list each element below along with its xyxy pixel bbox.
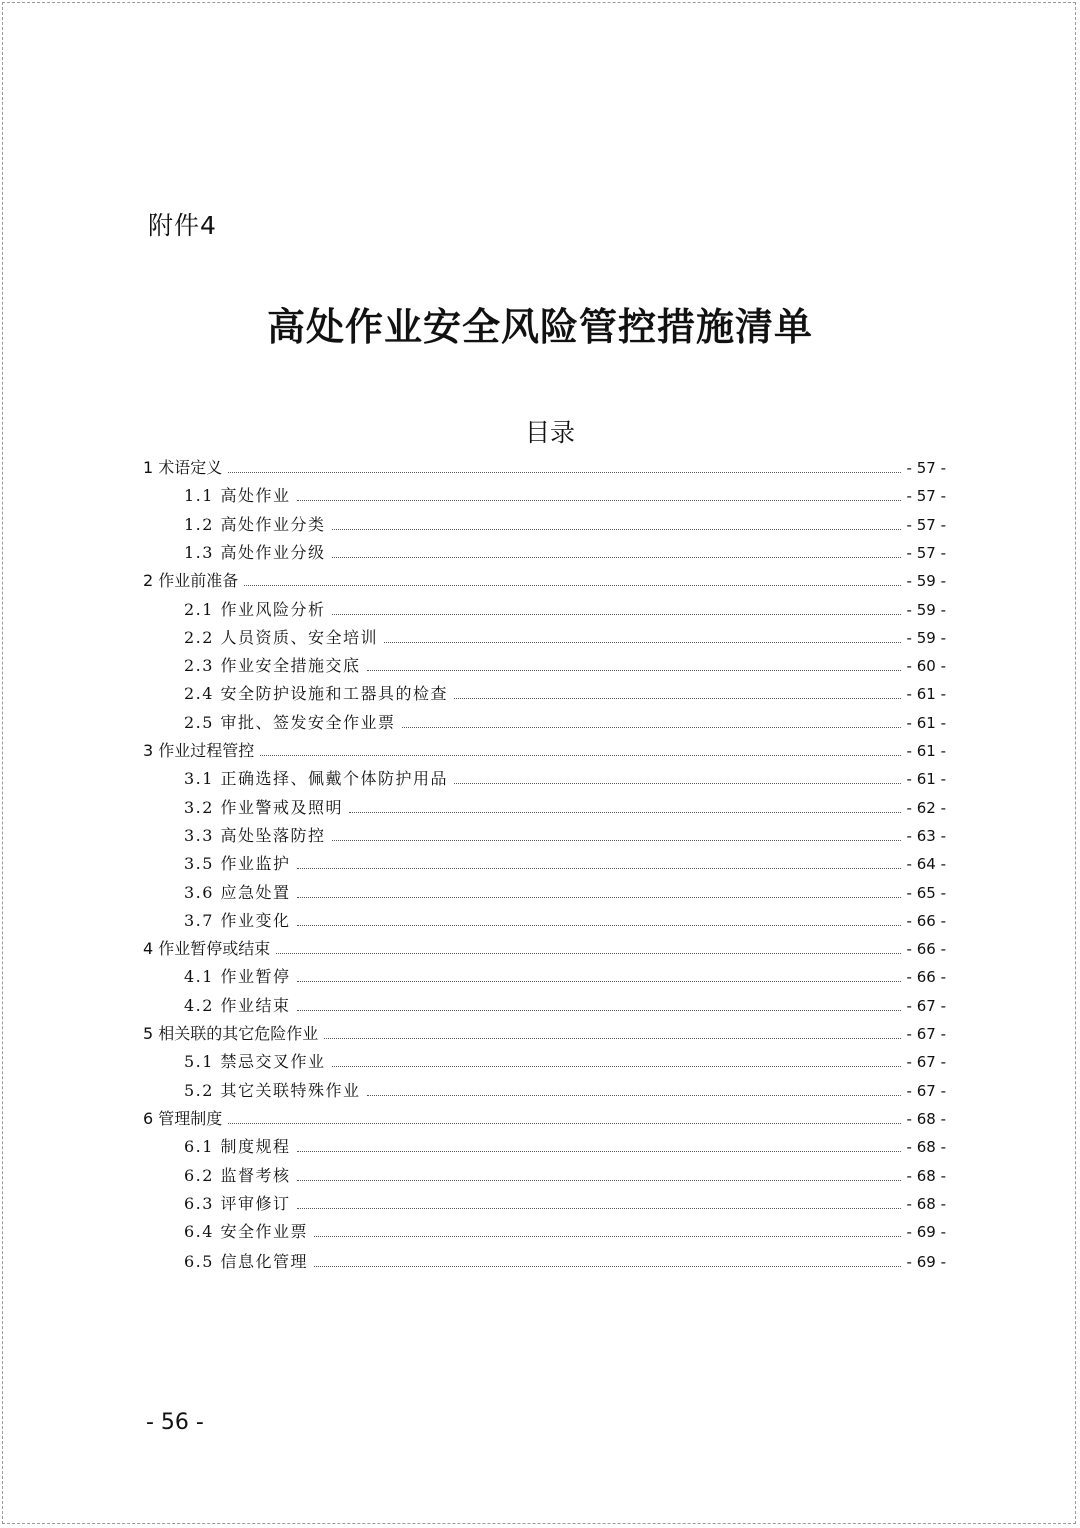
toc-entry[interactable] [0, 851, 946, 874]
toc-entry-title: 5.1 禁忌交叉作业 [184, 1052, 326, 1072]
toc-entry-page: - 65 - [906, 883, 946, 902]
toc-entry[interactable] [0, 1219, 946, 1242]
toc-entry-page: - 68 - [906, 1166, 946, 1185]
toc-entry-page: - 61 - [906, 770, 946, 789]
toc-entry-title: 6 管理制度 [143, 1108, 223, 1128]
toc-dot-leader [332, 1065, 901, 1067]
toc-entry[interactable] [0, 653, 946, 676]
toc-entry-page: - 67 - [906, 1081, 946, 1100]
toc-dot-leader [332, 839, 901, 841]
toc-entry-page: - 63 - [906, 826, 946, 845]
toc-entry-page: - 59 - [906, 572, 946, 591]
toc-entry-title: 5.2 其它关联特殊作业 [184, 1080, 361, 1100]
toc-entry[interactable] [0, 766, 946, 789]
toc-entry-title: 3.1 正确选择、佩戴个体防护用品 [184, 769, 449, 789]
toc-entry[interactable] [0, 568, 946, 591]
toc-dot-leader [297, 924, 901, 926]
toc-entry-page: - 67 - [906, 996, 946, 1015]
toc-entry-title: 3.7 作业变化 [184, 910, 291, 930]
toc-entry-title: 2 作业前准备 [143, 571, 239, 591]
toc-entry-page: - 57 - [906, 487, 946, 506]
attachment-label: 附件4 [148, 211, 217, 240]
toc-entry-page: - 57 - [906, 459, 946, 477]
toc-dot-leader [297, 1150, 901, 1152]
toc-entry[interactable] [0, 1163, 946, 1186]
toc-entry-page: - 68 - [906, 1194, 946, 1213]
toc-dot-leader [367, 1094, 901, 1096]
toc-entry[interactable] [0, 625, 946, 648]
toc-entry[interactable] [0, 908, 946, 931]
toc-dot-leader [297, 1207, 901, 1209]
toc-dot-leader [402, 726, 901, 728]
toc-entry[interactable] [0, 738, 946, 761]
toc-dot-leader [297, 896, 901, 898]
toc-entry[interactable] [0, 1191, 946, 1214]
toc-entry-page: - 59 - [906, 600, 946, 619]
toc-entry-title: 1 术语定义 [143, 458, 223, 477]
toc-entry-page: - 66 - [906, 968, 946, 987]
document-title: 高处作业安全风险管控措施清单 [266, 304, 813, 349]
toc-entry[interactable] [0, 823, 946, 846]
toc-entry-title: 6.3 评审修订 [184, 1193, 291, 1213]
toc-entry-title: 6.2 监督考核 [184, 1165, 291, 1185]
toc-entry-title: 2.2 人员资质、安全培训 [184, 627, 379, 647]
toc-entry[interactable] [0, 1021, 946, 1044]
toc-dot-leader [228, 1122, 900, 1124]
toc-entry-title: 2.4 安全防护设施和工器具的检查 [184, 684, 449, 704]
toc-entry-page: - 66 - [906, 911, 946, 930]
page-number: - 56 - [146, 1410, 204, 1435]
toc-entry[interactable] [0, 1078, 946, 1101]
toc-entry-title: 2.1 作业风险分析 [184, 599, 326, 619]
toc-dot-leader [332, 556, 901, 558]
toc-entry[interactable] [0, 1249, 946, 1272]
toc-entry-title: 6.4 安全作业票 [184, 1222, 309, 1242]
toc-dot-leader [260, 754, 900, 756]
toc-entry-page: - 57 - [906, 543, 946, 562]
toc-entry[interactable] [0, 880, 946, 903]
toc-entry[interactable] [0, 795, 946, 818]
toc-entry[interactable] [0, 455, 946, 478]
toc-entry-title: 5 相关联的其它危险作业 [143, 1024, 319, 1043]
toc-entry[interactable] [0, 512, 946, 535]
toc-dot-leader [367, 669, 901, 671]
toc-dot-leader [454, 782, 901, 784]
toc-entry-page: - 68 - [906, 1138, 946, 1157]
toc-dot-leader [297, 1009, 901, 1011]
toc-entry-page: - 68 - [906, 1109, 946, 1128]
toc-entry-page: - 61 - [906, 713, 946, 732]
toc-entry-page: - 67 - [906, 1053, 946, 1072]
toc-dot-leader [244, 584, 900, 586]
toc-entry-page: - 67 - [906, 1025, 946, 1043]
toc-entry-page: - 64 - [906, 855, 946, 874]
toc-dot-leader [276, 952, 900, 954]
toc-entry-title: 4 作业暂停或结束 [143, 939, 271, 959]
toc-heading: 目录 [524, 418, 575, 447]
toc-entry-page: - 59 - [906, 628, 946, 647]
toc-dot-leader [297, 499, 901, 501]
toc-entry-title: 2.5 审批、签发安全作业票 [184, 712, 396, 732]
toc-entry-title: 6.1 制度规程 [184, 1137, 291, 1157]
toc-entry[interactable] [0, 1134, 946, 1157]
toc-entry-page: - 66 - [906, 940, 946, 959]
toc-dot-leader [228, 471, 900, 473]
toc-entry[interactable] [0, 710, 946, 733]
toc-entry[interactable] [0, 540, 946, 563]
toc-entry-title: 4.2 作业结束 [184, 995, 291, 1015]
toc-entry-title: 3.6 应急处置 [184, 882, 291, 902]
toc-entry-page: - 61 - [906, 742, 946, 760]
toc-entry[interactable] [0, 936, 946, 959]
toc-entry-title: 3.2 作业警戒及照明 [184, 797, 344, 817]
toc-entry[interactable] [0, 483, 946, 506]
toc-entry-page: - 61 - [906, 685, 946, 704]
toc-entry-page: - 62 - [906, 798, 946, 817]
toc-dot-leader [314, 1265, 901, 1267]
toc-dot-leader [297, 980, 901, 982]
toc-dot-leader [349, 811, 901, 813]
toc-entry[interactable] [0, 681, 946, 704]
toc-entry[interactable] [0, 964, 946, 987]
toc-dot-leader [332, 528, 901, 530]
toc-entry-page: - 69 - [906, 1253, 946, 1272]
toc-entry[interactable] [0, 1049, 946, 1072]
toc-entry-title: 4.1 作业暂停 [184, 967, 291, 987]
toc-entry-page: - 60 - [906, 657, 946, 676]
toc-dot-leader [324, 1037, 900, 1039]
toc-entry-title: 1.1 高处作业 [184, 486, 291, 506]
toc-entry-title: 3.3 高处坠落防控 [184, 825, 326, 845]
toc-dot-leader [384, 641, 901, 643]
toc-entry-page: - 69 - [906, 1223, 946, 1242]
toc-entry-title: 1.2 高处作业分类 [184, 514, 326, 534]
toc-dot-leader [314, 1235, 901, 1237]
toc-dot-leader [297, 867, 901, 869]
toc-entry[interactable] [0, 1106, 946, 1129]
toc-entry[interactable] [0, 993, 946, 1016]
toc-dot-leader [454, 697, 901, 699]
toc-entry-title: 2.3 作业安全措施交底 [184, 656, 361, 676]
toc-entry-page: - 57 - [906, 515, 946, 534]
toc-entry-title: 3.5 作业监护 [184, 854, 291, 874]
toc-entry-title: 6.5 信息化管理 [184, 1252, 309, 1272]
toc-entry-title: 1.3 高处作业分级 [184, 542, 326, 562]
toc-entry[interactable] [0, 597, 946, 620]
toc-dot-leader [332, 613, 901, 615]
toc-entry-title: 3 作业过程管控 [143, 741, 255, 760]
toc-dot-leader [297, 1179, 901, 1181]
